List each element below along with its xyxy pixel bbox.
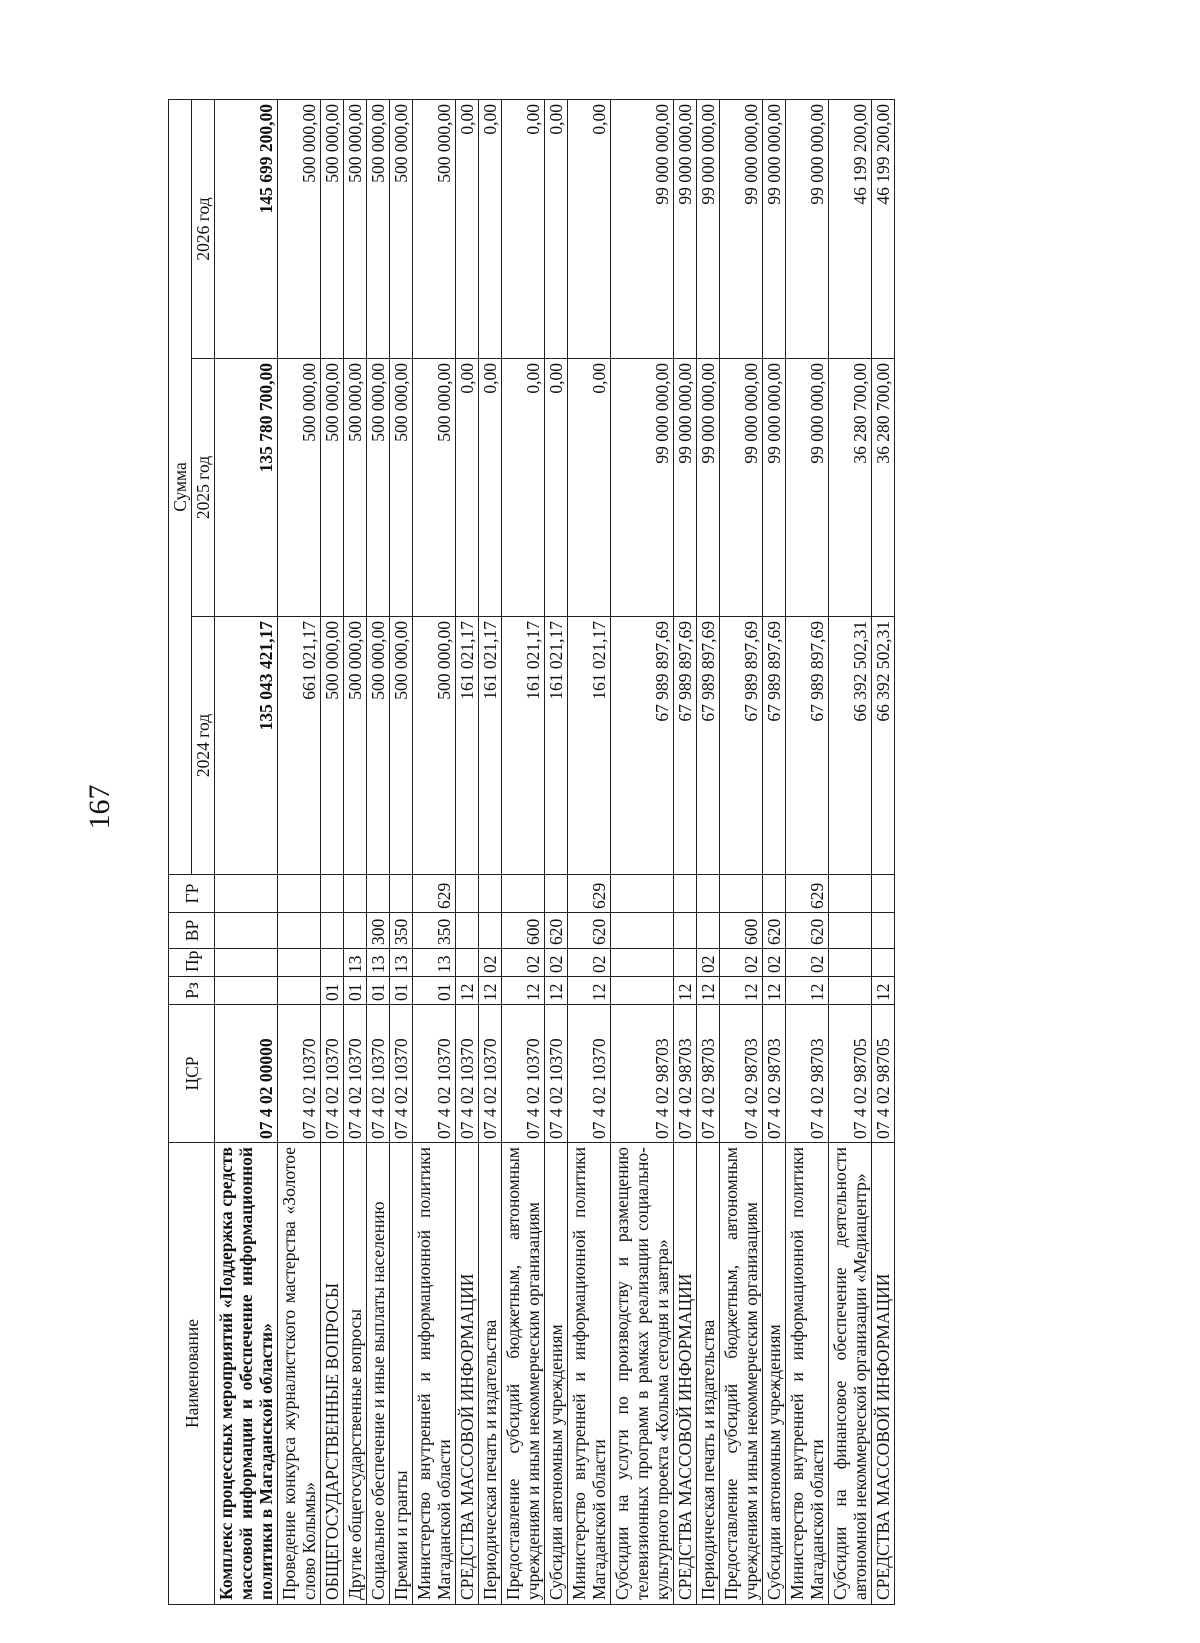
- name-cell: ОБЩЕГОСУДАРСТВЕННЫЕ ВОПРОСЫ: [321, 1143, 344, 1605]
- table-row: [786, 99, 829, 1604]
- name-cell: Периодическая печать и издательства: [697, 1143, 720, 1605]
- gr-cell: [390, 875, 413, 913]
- pr-cell: 02: [720, 949, 763, 977]
- sum-2026-cell: 0,00: [479, 99, 502, 358]
- sum-2026-cell: 99 000 000,00: [720, 99, 763, 358]
- sum-2026-cell: 500 000,00: [390, 99, 413, 358]
- sum-2026-cell: 99 000 000,00: [611, 99, 674, 358]
- header-year-2025: 2025 год: [192, 359, 215, 617]
- rz-cell: 12: [456, 977, 479, 1005]
- csr-cell: 07 4 02 00000: [215, 1005, 278, 1143]
- vr-cell: [611, 913, 674, 949]
- sum-2024-cell: 66 392 502,31: [829, 617, 872, 875]
- gr-cell: [321, 875, 344, 913]
- table-row: [367, 99, 390, 1604]
- pr-cell: 02: [479, 949, 502, 977]
- table-row: [413, 99, 456, 1604]
- gr-cell: [502, 875, 545, 913]
- sum-2026-cell: 500 000,00: [367, 99, 390, 358]
- sum-2025-cell: 99 000 000,00: [763, 359, 786, 617]
- pr-cell: [674, 949, 697, 977]
- pr-cell: [456, 949, 479, 977]
- gr-cell: 629: [786, 875, 829, 913]
- budget-table: [168, 99, 895, 1605]
- csr-cell: 07 4 02 10370: [456, 1005, 479, 1143]
- vr-cell: 620: [568, 913, 611, 949]
- rz-cell: 12: [674, 977, 697, 1005]
- name-cell: Предоставление субсидий бюджетным, автономным учреждениям и иным некоммерческим организациям: [502, 1143, 545, 1605]
- vr-cell: [829, 913, 872, 949]
- csr-cell: 07 4 02 10370: [390, 1005, 413, 1143]
- sum-2026-cell: 500 000,00: [321, 99, 344, 358]
- name-cell: Субсидии автономным учреждениям: [763, 1143, 786, 1605]
- sum-2024-cell: 161 021,17: [456, 617, 479, 875]
- name-cell: Министерство внутренней и информационной политики Магаданской области: [413, 1143, 456, 1605]
- sum-2026-cell: 99 000 000,00: [697, 99, 720, 358]
- rz-cell: 12: [479, 977, 502, 1005]
- sum-2026-cell: 99 000 000,00: [786, 99, 829, 358]
- header-name: Наименование: [169, 1143, 215, 1605]
- name-cell: Другие общегосударственные вопросы: [344, 1143, 367, 1605]
- rz-cell: 12: [697, 977, 720, 1005]
- gr-cell: [344, 875, 367, 913]
- sum-2024-cell: 67 989 897,69: [786, 617, 829, 875]
- sum-2026-cell: 46 199 200,00: [872, 99, 895, 358]
- vr-cell: [872, 913, 895, 949]
- rz-cell: [215, 977, 278, 1005]
- header-sum: Сумма: [169, 99, 192, 874]
- table-row: [697, 99, 720, 1604]
- csr-cell: 07 4 02 10370: [278, 1005, 321, 1143]
- rz-cell: 12: [720, 977, 763, 1005]
- sum-2024-cell: 67 989 897,69: [674, 617, 697, 875]
- sum-2024-cell: 161 021,17: [479, 617, 502, 875]
- gr-cell: [763, 875, 786, 913]
- sum-2025-cell: 135 780 700,00: [215, 359, 278, 617]
- pr-cell: [321, 949, 344, 977]
- table-row: [872, 99, 895, 1604]
- pr-cell: 02: [786, 949, 829, 977]
- sum-2024-cell: 66 392 502,31: [872, 617, 895, 875]
- sum-2025-cell: 0,00: [479, 359, 502, 617]
- sum-2024-cell: 135 043 421,17: [215, 617, 278, 875]
- sum-2024-cell: 500 000,00: [367, 617, 390, 875]
- table-row: [829, 99, 872, 1604]
- pr-cell: [872, 949, 895, 977]
- sum-2025-cell: 0,00: [568, 359, 611, 617]
- vr-cell: 620: [545, 913, 568, 949]
- sum-2026-cell: 500 000,00: [278, 99, 321, 358]
- name-cell: Предоставление субсидий бюджетным, автономным учреждениям и иным некоммерческим организациям: [720, 1143, 763, 1605]
- sum-2024-cell: 500 000,00: [344, 617, 367, 875]
- sum-2026-cell: 0,00: [502, 99, 545, 358]
- pr-cell: 13: [367, 949, 390, 977]
- sum-2025-cell: 99 000 000,00: [720, 359, 763, 617]
- table-row: [502, 99, 545, 1604]
- rz-cell: [829, 977, 872, 1005]
- header-rz: Рз: [169, 977, 215, 1005]
- header-year-2026: 2026 год: [192, 99, 215, 358]
- gr-cell: [674, 875, 697, 913]
- gr-cell: [278, 875, 321, 913]
- gr-cell: [479, 875, 502, 913]
- gr-cell: [872, 875, 895, 913]
- name-cell: Социальное обеспечение и иные выплаты населению: [367, 1143, 390, 1605]
- pr-cell: [829, 949, 872, 977]
- table-row: [674, 99, 697, 1604]
- gr-cell: [367, 875, 390, 913]
- name-cell: СРЕДСТВА МАССОВОЙ ИНФОРМАЦИИ: [674, 1143, 697, 1605]
- sum-2025-cell: 99 000 000,00: [611, 359, 674, 617]
- sum-2025-cell: 99 000 000,00: [697, 359, 720, 617]
- pr-cell: [278, 949, 321, 977]
- header-row: [169, 99, 192, 1604]
- gr-cell: [697, 875, 720, 913]
- vr-cell: [674, 913, 697, 949]
- gr-cell: [720, 875, 763, 913]
- rz-cell: 01: [321, 977, 344, 1005]
- sum-2025-cell: 99 000 000,00: [786, 359, 829, 617]
- table-row: [568, 99, 611, 1604]
- sum-2025-cell: 500 000,00: [413, 359, 456, 617]
- sum-2024-cell: 661 021,17: [278, 617, 321, 875]
- name-cell: Министерство внутренней и информационной политики Магаданской области: [568, 1143, 611, 1605]
- sum-2026-cell: 0,00: [545, 99, 568, 358]
- sum-2025-cell: 99 000 000,00: [674, 359, 697, 617]
- rz-cell: 01: [413, 977, 456, 1005]
- rz-cell: 12: [568, 977, 611, 1005]
- pr-cell: 13: [344, 949, 367, 977]
- table-row: [215, 99, 278, 1604]
- sum-2024-cell: 161 021,17: [545, 617, 568, 875]
- sum-2024-cell: 67 989 897,69: [697, 617, 720, 875]
- vr-cell: [215, 913, 278, 949]
- table-row: [390, 99, 413, 1604]
- csr-cell: 07 4 02 98703: [720, 1005, 763, 1143]
- vr-cell: [344, 913, 367, 949]
- sum-2025-cell: 36 280 700,00: [829, 359, 872, 617]
- sum-2024-cell: 67 989 897,69: [763, 617, 786, 875]
- name-cell: Субсидии автономным учреждениям: [545, 1143, 568, 1605]
- gr-cell: [545, 875, 568, 913]
- name-cell: СРЕДСТВА МАССОВОЙ ИНФОРМАЦИИ: [456, 1143, 479, 1605]
- table-row: [479, 99, 502, 1604]
- table-row: [278, 99, 321, 1604]
- rz-cell: 12: [786, 977, 829, 1005]
- sum-2026-cell: 46 199 200,00: [829, 99, 872, 358]
- sum-2024-cell: 500 000,00: [390, 617, 413, 875]
- gr-cell: [456, 875, 479, 913]
- table-body: [215, 99, 895, 1604]
- gr-cell: 629: [413, 875, 456, 913]
- rz-cell: 01: [367, 977, 390, 1005]
- csr-cell: 07 4 02 98703: [763, 1005, 786, 1143]
- sum-2026-cell: 0,00: [456, 99, 479, 358]
- page-number: 167: [83, 784, 116, 830]
- csr-cell: 07 4 02 10370: [568, 1005, 611, 1143]
- name-cell: Субсидии на финансовое обеспечение деятельности автономной некоммерческой организации «Медиацентр»: [829, 1143, 872, 1605]
- csr-cell: 07 4 02 98705: [829, 1005, 872, 1143]
- csr-cell: 07 4 02 10370: [545, 1005, 568, 1143]
- vr-cell: [278, 913, 321, 949]
- gr-cell: 629: [568, 875, 611, 913]
- vr-cell: 620: [763, 913, 786, 949]
- rz-cell: 12: [872, 977, 895, 1005]
- sum-2024-cell: 67 989 897,69: [720, 617, 763, 875]
- gr-cell: [611, 875, 674, 913]
- csr-cell: 07 4 02 98703: [611, 1005, 674, 1143]
- table-row: [611, 99, 674, 1604]
- name-cell: СРЕДСТВА МАССОВОЙ ИНФОРМАЦИИ: [872, 1143, 895, 1605]
- pr-cell: [611, 949, 674, 977]
- sum-2025-cell: 500 000,00: [390, 359, 413, 617]
- vr-cell: 600: [502, 913, 545, 949]
- pr-cell: 02: [697, 949, 720, 977]
- table-row: [321, 99, 344, 1604]
- budget-table-container: [168, 100, 1088, 1605]
- vr-cell: 350: [413, 913, 456, 949]
- name-cell: Периодическая печать и издательства: [479, 1143, 502, 1605]
- rz-cell: 01: [390, 977, 413, 1005]
- pr-cell: 02: [568, 949, 611, 977]
- name-cell: Субсидии на услуги по производству и размещению телевизионных программ в рамках реализации социально-культурного проекта «Колыма сегодня и завтра»: [611, 1143, 674, 1605]
- vr-cell: 300: [367, 913, 390, 949]
- name-cell: Проведение конкурса журналистского мастерства «Золотое слово Колымы»: [278, 1143, 321, 1605]
- vr-cell: 620: [786, 913, 829, 949]
- pr-cell: 13: [413, 949, 456, 977]
- csr-cell: 07 4 02 98703: [674, 1005, 697, 1143]
- name-cell: Комплекс процессных мероприятий «Поддержка средств массовой информации и обеспечение информационной политики в Магаданской области»: [215, 1143, 278, 1605]
- sum-2025-cell: 0,00: [545, 359, 568, 617]
- csr-cell: 07 4 02 10370: [344, 1005, 367, 1143]
- sum-2025-cell: 0,00: [502, 359, 545, 617]
- sum-2026-cell: 99 000 000,00: [674, 99, 697, 358]
- name-cell: Министерство внутренней и информационной политики Магаданской области: [786, 1143, 829, 1605]
- rz-cell: [278, 977, 321, 1005]
- csr-cell: 07 4 02 10370: [413, 1005, 456, 1143]
- sum-2024-cell: 161 021,17: [568, 617, 611, 875]
- sum-2025-cell: 500 000,00: [367, 359, 390, 617]
- gr-cell: [215, 875, 278, 913]
- sum-2026-cell: 500 000,00: [344, 99, 367, 358]
- sum-2025-cell: 500 000,00: [278, 359, 321, 617]
- csr-cell: 07 4 02 10370: [367, 1005, 390, 1143]
- vr-cell: [321, 913, 344, 949]
- csr-cell: 07 4 02 10370: [502, 1005, 545, 1143]
- rz-cell: 12: [545, 977, 568, 1005]
- csr-cell: 07 4 02 98703: [697, 1005, 720, 1143]
- table-row: [344, 99, 367, 1604]
- header-year-2024: 2024 год: [192, 617, 215, 875]
- sum-2024-cell: 161 021,17: [502, 617, 545, 875]
- pr-cell: 02: [763, 949, 786, 977]
- sum-2026-cell: 145 699 200,00: [215, 99, 278, 358]
- header-csr: ЦСР: [169, 1005, 215, 1143]
- rz-cell: 01: [344, 977, 367, 1005]
- pr-cell: [215, 949, 278, 977]
- rz-cell: [611, 977, 674, 1005]
- sum-2025-cell: 36 280 700,00: [872, 359, 895, 617]
- pr-cell: 13: [390, 949, 413, 977]
- header-gr: ГР: [169, 875, 215, 913]
- sum-2026-cell: 500 000,00: [413, 99, 456, 358]
- vr-cell: [697, 913, 720, 949]
- table-row: [720, 99, 763, 1604]
- sum-2025-cell: 500 000,00: [321, 359, 344, 617]
- sum-2024-cell: 500 000,00: [413, 617, 456, 875]
- sum-2024-cell: 67 989 897,69: [611, 617, 674, 875]
- pr-cell: 02: [545, 949, 568, 977]
- table-row: [763, 99, 786, 1604]
- table-row: [456, 99, 479, 1604]
- csr-cell: 07 4 02 98703: [786, 1005, 829, 1143]
- csr-cell: 07 4 02 10370: [479, 1005, 502, 1143]
- header-vr: ВР: [169, 913, 215, 949]
- vr-cell: 600: [720, 913, 763, 949]
- sum-2025-cell: 0,00: [456, 359, 479, 617]
- vr-cell: [456, 913, 479, 949]
- csr-cell: 07 4 02 98705: [872, 1005, 895, 1143]
- pr-cell: 02: [502, 949, 545, 977]
- sum-2026-cell: 0,00: [568, 99, 611, 358]
- vr-cell: 350: [390, 913, 413, 949]
- sum-2025-cell: 500 000,00: [344, 359, 367, 617]
- table-row: [545, 99, 568, 1604]
- header-pr: Пр: [169, 949, 215, 977]
- name-cell: Премии и гранты: [390, 1143, 413, 1605]
- vr-cell: [479, 913, 502, 949]
- sum-2024-cell: 500 000,00: [321, 617, 344, 875]
- gr-cell: [829, 875, 872, 913]
- rz-cell: 12: [502, 977, 545, 1005]
- rz-cell: 12: [763, 977, 786, 1005]
- csr-cell: 07 4 02 10370: [321, 1005, 344, 1143]
- sum-2026-cell: 99 000 000,00: [763, 99, 786, 358]
